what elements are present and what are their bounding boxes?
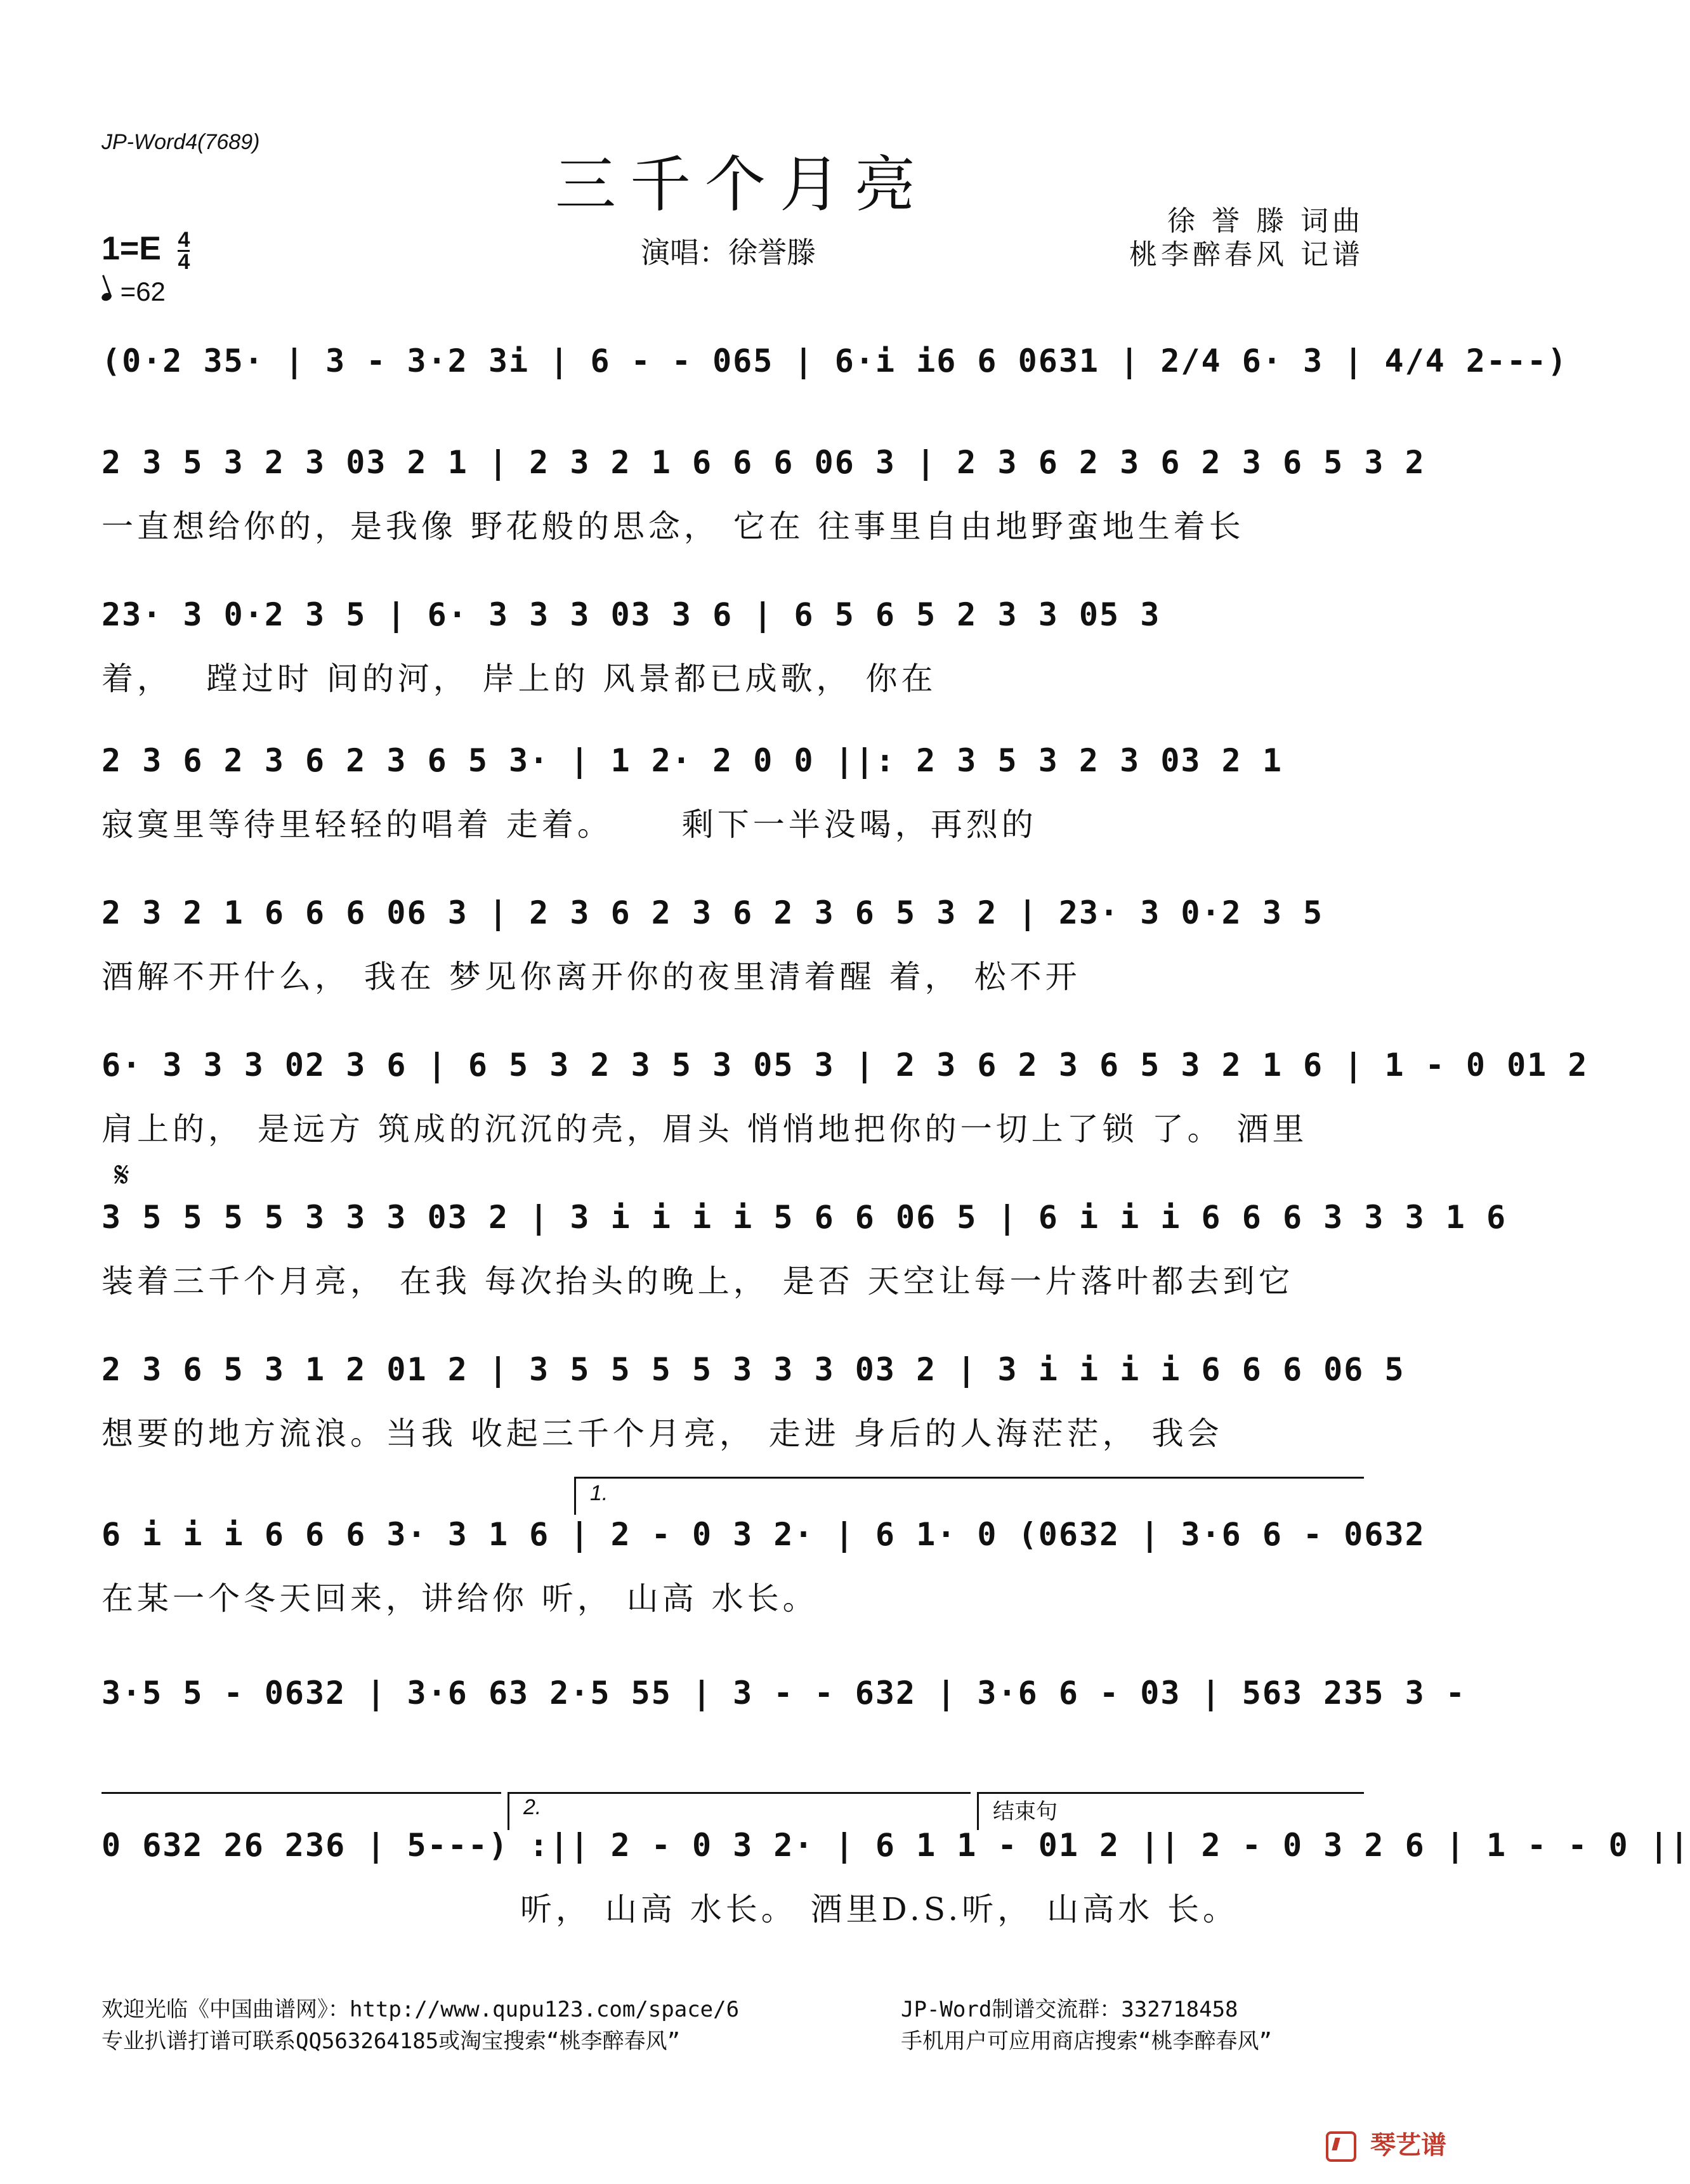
meter-denominator: 4	[178, 250, 190, 274]
footer-app: 手机用户可应用商店搜索“桃李醉春风”	[901, 2029, 1272, 2054]
tempo-value: =62	[120, 277, 166, 306]
lyric-line: 酒解不开什么， 我在 梦见你离开你的夜里清着醒 着， 松不开	[102, 958, 1081, 995]
lyric-line: 在某一个冬天回来，讲给你 听， 山高 水长。	[102, 1580, 818, 1617]
software-label: JP-Word4(7689)	[102, 130, 260, 154]
logo-text: 琴艺谱	[1370, 2131, 1446, 2160]
tempo-marking	[102, 277, 166, 307]
volta-bracket-1-continued	[102, 1792, 501, 1794]
notation-row: (0·2 35· | 3 - 3·2 3i | 6 - - 065 | 6·i i6 6 0631 | 2/4 6· 3 | 4/4 2---)	[102, 343, 1568, 379]
volta-bracket-1-edge	[574, 1477, 576, 1515]
coda-label: 结束句	[993, 1799, 1058, 1824]
volta-bracket-1	[574, 1477, 1364, 1479]
song-title: 三千个月亮	[555, 149, 929, 220]
lyric-line: 着， 蹚过时 间的河， 岸上的 风景都已成歌， 你在	[102, 660, 937, 697]
notation-row: 3 5 5 5 5 3 3 3 03 2 | 3 i i i i 5 6 6 06 5 | 6 i i i 6 6 6 3 3 3 1 6	[102, 1199, 1507, 1236]
time-signature	[178, 230, 190, 272]
lyric-line: 听， 山高 水长。 酒里D.S.听， 山高水 长。	[520, 1891, 1239, 1928]
lyric-line: 想要的地方流浪。当我 收起三千个月亮， 走进 身后的人海茫茫， 我会	[102, 1415, 1223, 1452]
notation-row: 2 3 5 3 2 3 03 2 1 | 2 3 2 1 6 6 6 06 3 | 2 3 6 2 3 6 2 3 6 5 3 2	[102, 444, 1425, 481]
site-logo	[1326, 2125, 1446, 2162]
volta-bracket-2	[508, 1792, 971, 1794]
transcriber-credit: 桃李醉春风 记谱	[1129, 239, 1364, 271]
notation-row: 6 i i i 6 6 6 3· 3 1 6 | 2 - 0 3 2· | 6 1· 0 (0632 | 3·6 6 - 0632	[102, 1516, 1425, 1553]
notation-row: 2 3 6 2 3 6 2 3 6 5 3· | 1 2· 2 0 0 ||: 2 3 5 3 2 3 03 2 1	[102, 742, 1283, 779]
key-signature	[102, 230, 190, 272]
singer-credit: 演唱：徐誉滕	[641, 235, 816, 270]
meter-numerator: 4	[178, 228, 190, 252]
notation-row: 0 632 26 236 | 5---) :|| 2 - 0 3 2· | 6 1 1 - 01 2 || 2 - 0 3 2 6 | 1 - - 0 ||	[102, 1827, 1690, 1864]
footer-website: 欢迎光临《中国曲谱网》：http://www.qupu123.com/space/6	[102, 1997, 740, 2022]
lyric-line: 肩上的， 是远方 筑成的沉沉的壳，眉头 悄悄地把你的一切上了锁 了。 酒里	[102, 1111, 1308, 1148]
key-label: 1=E	[102, 230, 161, 268]
coda-bracket-edge	[977, 1792, 979, 1830]
logo-icon	[1326, 2131, 1356, 2162]
notation-row: 23· 3 0·2 3 5 | 6· 3 3 3 03 3 6 | 6 5 6 5 2 3 3 05 3	[102, 596, 1161, 633]
volta-1-label: 1.	[590, 1481, 608, 1505]
footer-group: JP-Word制谱交流群：332718458	[901, 1997, 1238, 2022]
lyric-line: 一直想给你的，是我像 野花般的思念， 它在 往事里自由地野蛮地生着长	[102, 508, 1245, 545]
segno-mark: 𝄋	[114, 1154, 130, 1196]
notation-row: 2 3 2 1 6 6 6 06 3 | 2 3 6 2 3 6 2 3 6 5 3 2 | 23· 3 0·2 3 5	[102, 894, 1324, 931]
notation-row: 3·5 5 - 0632 | 3·6 63 2·5 55 | 3 - - 632 | 3·6 6 - 03 | 563 235 3 -	[102, 1675, 1466, 1711]
quarter-note-icon	[100, 292, 112, 303]
notation-row: 6· 3 3 3 02 3 6 | 6 5 3 2 3 5 3 05 3 | 2 3 6 2 3 6 5 3 2 1 6 | 1 - 0 01 2	[102, 1047, 1588, 1083]
notation-row: 2 3 6 5 3 1 2 01 2 | 3 5 5 5 5 3 3 3 03 2 | 3 i i i i 6 6 6 06 5	[102, 1351, 1405, 1388]
lyric-line: 装着三千个月亮， 在我 每次抬头的晚上， 是否 天空让每一片落叶都去到它	[102, 1263, 1294, 1300]
lyric-line: 寂寞里等待里轻轻的唱着 走着。 剩下一半没喝，再烈的	[102, 806, 1037, 843]
composer-credit: 徐 誉 滕 词曲	[1167, 205, 1364, 237]
volta-2-label: 2.	[523, 1795, 542, 1819]
volta-bracket-2-edge	[508, 1792, 509, 1830]
footer-contact: 专业扒谱打谱可联系QQ563264185或淘宝搜索“桃李醉春风”	[102, 2029, 681, 2054]
